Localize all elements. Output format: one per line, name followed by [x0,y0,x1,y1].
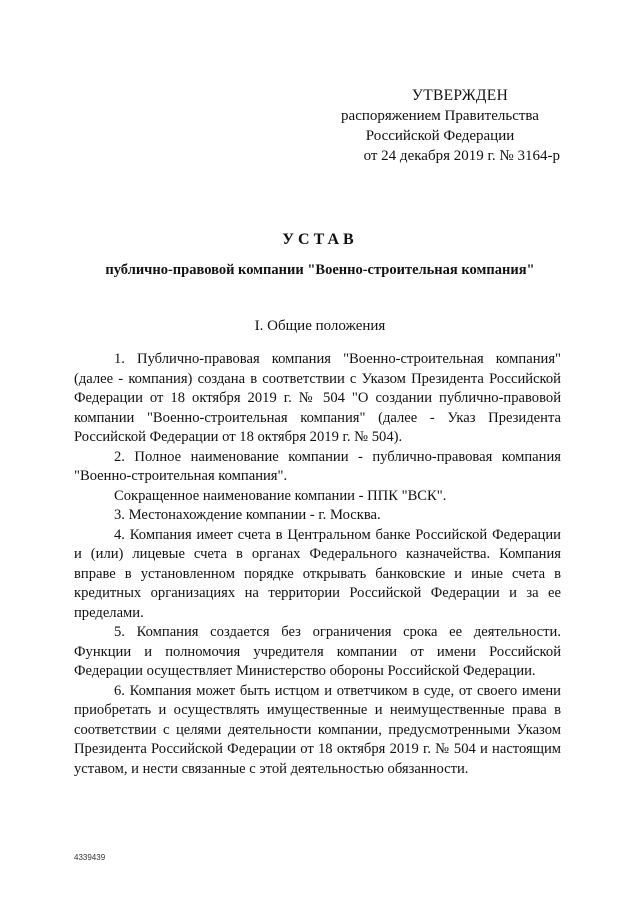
document-body [74,350,561,779]
paragraph-4: 4. Компания имеет счета в Центральном банке Российской Федерации и (или) лицевые счета в органах Федерального казначейства. Компания вправе в установленном порядке открывать банковские и иные счета в кредитных организациях на территории Российской Федерации и за ее пределами. [74,526,561,621]
approval-line-1: распоряжением Правительства [341,108,539,124]
paragraph-1: 1. Публично-правовая компания "Военно-строительная компания" (далее - компания) создана в соответствии с Указом Президента Российской Федерации от 18 октября 2019 г. № 504 "О создании публично-правовой компании "Военно-строительная компания" (далее - Указ Президента Российской Федерации от 18 октября 2019 г. № 504). [74,351,561,445]
approval-block [320,86,560,166]
approval-heading: УТВЕРЖДЕН [411,87,509,104]
section-heading: I. Общие положения [254,318,386,334]
paragraph-2-short-name: Сокращенное наименование компании - ППК "ВСК". [114,487,447,504]
approval-line-2: Российской Федерации [365,128,515,144]
document-number: 4339439 [74,853,106,862]
paragraph-6: 6. Компания может быть истцом и ответчиком в суде, от своего имени приобретать и осуществлять имущественные и неимущественные права в соответствии с целями деятельности компании, предусмотренными Указом Президента Российской Федерации от 18 октября 2019 г. № 504 и настоящим уставом, и нести связанные с этой деятельностью обязанности. [74,682,561,777]
paragraph-5: 5. Компания создается без ограничения срока ее деятельности. Функции и полномочия учредителя компании от имени Российской Федерации осуществляет Министерство обороны Российской Федерации. [74,624,561,679]
paragraph-2: 2. Полное наименование компании - публично-правовая компания "Военно-строительная компания". [74,448,561,484]
document-title: УСТАВ [282,231,358,248]
document-subtitle: публично-правовой компании "Военно-строительная компания" [105,262,535,278]
approval-line-3: от 24 декабря 2019 г. № 3164-р [363,148,560,164]
paragraph-3: 3. Местонахождение компании - г. Москва. [114,507,381,523]
